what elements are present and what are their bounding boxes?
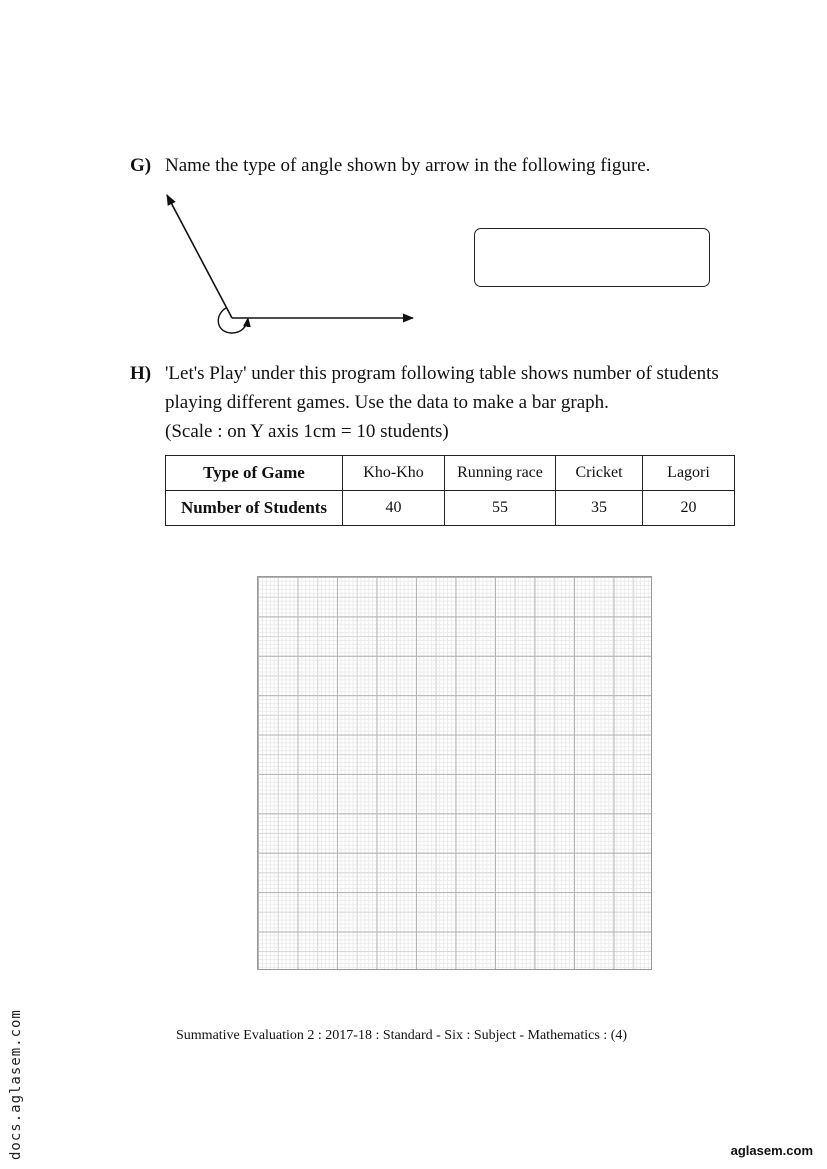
table-cell-game: Running race [445, 456, 556, 491]
angle-arc-arrow [218, 308, 248, 333]
answer-box[interactable] [474, 228, 710, 287]
page-footer: Summative Evaluation 2 : 2017-18 : Standard - Six : Subject - Mathematics : (4) [176, 1028, 628, 1043]
table-cell-students: 55 [445, 491, 556, 526]
table-cell-game: Lagori [643, 456, 735, 491]
question-g [130, 151, 750, 181]
table-cell-students: 35 [556, 491, 643, 526]
table-header-type-of-game: Type of Game [166, 456, 343, 491]
question-h-line-1: 'Let's Play' under this program following table shows number of students [165, 363, 719, 384]
angle-arm-upper [167, 195, 232, 318]
question-h-label: H) [130, 363, 152, 384]
graph-paper[interactable] [257, 576, 652, 970]
side-watermark: docs.aglasem.com [8, 1009, 24, 1160]
angle-figure [150, 185, 430, 345]
table-header-number-of-students: Number of Students [166, 491, 343, 526]
table-cell-game: Kho-Kho [343, 456, 445, 491]
table-row-students [166, 491, 735, 526]
question-g-label: G) [130, 155, 152, 176]
table-cell-game: Cricket [556, 456, 643, 491]
table-row-games [166, 456, 735, 491]
question-h-line-2: playing different games. Use the data to make a bar graph. [165, 392, 609, 413]
question-h [130, 359, 750, 449]
games-table [165, 455, 735, 526]
question-g-text: Name the type of angle shown by arrow in the following figure. [165, 155, 651, 176]
table-cell-students: 20 [643, 491, 735, 526]
corner-brand: aglasem.com [730, 1143, 813, 1158]
question-h-line-3: (Scale : on Y axis 1cm = 10 students) [165, 421, 449, 442]
table-cell-students: 40 [343, 491, 445, 526]
